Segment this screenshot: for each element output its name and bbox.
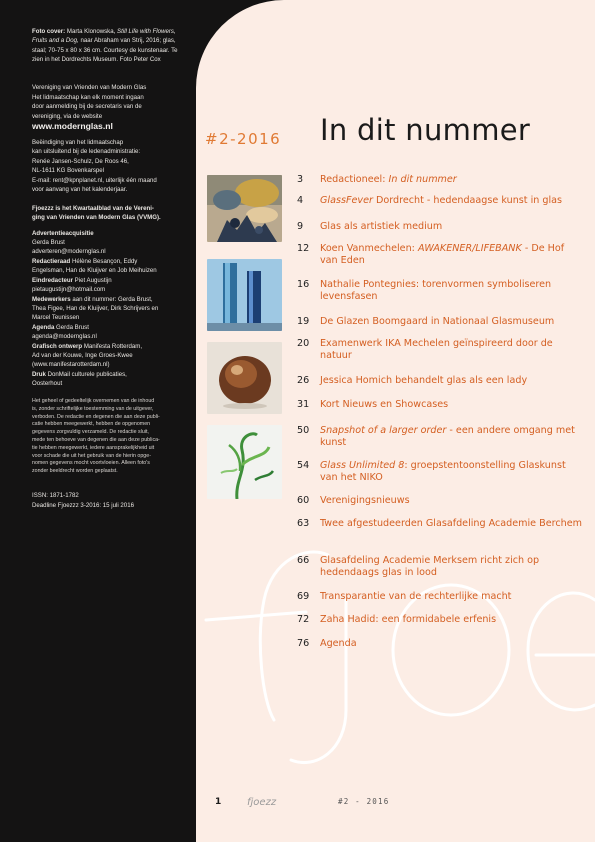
toc-title: [320, 638, 582, 650]
toc-title-italic: Snapshot of a larger order: [320, 425, 447, 436]
toc-page-number: 9: [297, 221, 304, 232]
design-credit: [32, 342, 186, 351]
toc-page-number: 50: [297, 425, 310, 436]
toc-title-text: Dordrecht - hedendaagse kunst in glas: [372, 195, 563, 206]
toc-title-text: Kort Nieuws en Showcases: [320, 399, 449, 410]
toc-entry[interactable]: [297, 555, 587, 579]
membership-line: door aanmelding bij de secretaris van de: [32, 103, 142, 111]
cancel-line: Renée Jansen-Schulz, De Roos 46,: [32, 157, 129, 165]
toc-entry[interactable]: [297, 243, 587, 267]
toc-entry[interactable]: [297, 195, 587, 207]
toc-title: [320, 614, 582, 626]
agenda-credit: [32, 323, 186, 332]
toc-entry[interactable]: [297, 460, 587, 484]
issn: ISSN: 1871-1782: [32, 492, 79, 500]
membership-line: Vereniging van Vrienden van Modern Glas: [32, 84, 147, 92]
toc-page-number: 19: [297, 316, 310, 327]
agenda-email[interactable]: agenda@modernglas.nl: [32, 333, 97, 341]
legal-line: is, zonder schriftelijke toestemming van de uitgever,: [32, 405, 154, 412]
footer-issue: #2 - 2016: [338, 797, 390, 806]
cancel-line: Beëindiging van het lidmaatschap: [32, 139, 124, 147]
toc-page-number: 63: [297, 518, 310, 529]
toc-title-italic: In dit nummer: [388, 174, 457, 185]
toc-title-italic: AWAKENER/LIFEBANK: [417, 243, 522, 254]
page-number: 1: [215, 797, 222, 807]
cover-label: Foto cover:: [32, 28, 66, 35]
editorial-board-label: Redactieraad: [32, 257, 71, 265]
legal-line: tie hebben meegewerkt, iedere aansprakelijkheid uit: [32, 444, 155, 451]
toc-title: [320, 338, 582, 362]
design-url[interactable]: (www.manifestarotterdam.nl): [32, 361, 110, 369]
toc-title-italic: GlassFever: [320, 195, 373, 206]
legal-line: zonder beeldrecht worden geplaatst.: [32, 468, 118, 475]
toc-page-number: 76: [297, 638, 310, 649]
page-title: In dit nummer: [320, 113, 531, 147]
toc-title: [320, 399, 582, 411]
legal-line: mede ten behoeve van degenen die aan deze publica-: [32, 436, 160, 443]
membership-line: vereniging, via de website: [32, 112, 103, 120]
toc-page-number: 26: [297, 375, 310, 386]
cancel-line: voor aanvang van het kalenderjaar.: [32, 186, 128, 194]
toc-page-number: 20: [297, 338, 310, 349]
toc-entry[interactable]: [297, 518, 587, 530]
deadline: Deadline Fjoezzz 3-2016: 15 juli 2016: [32, 501, 134, 509]
toc-title-text: - De Hof van Eden: [320, 243, 565, 266]
editorial-board-names: Hélène Besançon, Eddy: [70, 257, 138, 265]
colophon: [0, 0, 196, 842]
cover-text: Marta Klonowska,: [65, 28, 118, 35]
toc-page-number: 31: [297, 399, 310, 410]
print-name: DonMail culturele publicaties,: [45, 370, 127, 378]
toc-title: [320, 174, 582, 186]
toc-title: [320, 195, 582, 207]
cover-text-2: naar Abraham van Strij, 2016; glas, staal; 70-75 x 80 x 36 cm. Courtesy de kunstenaar. Te zien in het Dordrechts Museum. Foto Peter Cox: [32, 37, 178, 64]
thumbnail-glassfever: [207, 175, 282, 242]
legal-line: catie hebben meegewerkt, hebben de opgenomen: [32, 421, 151, 428]
adv-label: Advertentieacquisitie: [32, 229, 94, 237]
toc-title: [320, 591, 582, 603]
editorial-board-names: Engelsman, Han de Kluijver en Job Meihuizen: [32, 267, 157, 275]
toc-page-number: 3: [297, 174, 304, 185]
glass-sculpture-image: [207, 175, 282, 242]
toc-entry[interactable]: [297, 338, 587, 362]
toc-title: [320, 425, 582, 449]
toc-page-number: 12: [297, 243, 310, 254]
thumbnail-ika: [207, 342, 282, 414]
editorial-board: [32, 257, 186, 266]
toc-page-number: 66: [297, 555, 310, 566]
final-editor-name: Piet Augustijn: [72, 276, 112, 284]
toc-title-italic: Glass Unlimited 8: [320, 460, 405, 471]
toc-title: [320, 555, 582, 579]
contributors-names: Marcel Teunissen: [32, 314, 80, 322]
agenda-label: Agenda: [32, 323, 55, 331]
magazine-line: ging van Vrienden van Modern Glas (VVMG).: [32, 214, 161, 222]
toc-title-text: De Glazen Boomgaard in Nationaal Glasmuseum: [320, 316, 555, 327]
toc-page-number: 4: [297, 195, 304, 206]
design-names: Manifesta Rotterdam,: [82, 342, 143, 350]
membership-line: Het lidmaatschap kan elk moment ingaan: [32, 93, 144, 101]
agenda-name: Gerda Brust: [54, 323, 89, 331]
glass-towers-image: [207, 259, 282, 331]
toc-page-number: 72: [297, 614, 310, 625]
toc-entry[interactable]: [297, 425, 587, 449]
toc-entry[interactable]: [297, 591, 587, 603]
legal-line: verboden. De redactie en degenen die aan deze publi-: [32, 413, 160, 420]
logo-text: fjoezz: [247, 797, 277, 808]
toc-title-text: Zaha Hadid: een formidabele erfenis: [320, 614, 497, 625]
toc-page-number: 54: [297, 460, 310, 471]
glass-bowl-image: [207, 342, 282, 414]
magazine-line: Fjoezzz is het Kwartaalblad van de Vereni-: [32, 204, 154, 212]
toc-title: [320, 460, 582, 484]
toc-entry[interactable]: [297, 375, 587, 387]
toc-title: [320, 243, 582, 267]
legal-line: nomen gegevens mocht voortvloeien. Alleen foto's: [32, 460, 150, 467]
toc-title-text: : groepstentoonstelling Glaskunst van het NIKO: [320, 460, 566, 483]
legal-line: Het geheel of gedeeltelijk overnemen van de inhoud: [32, 397, 155, 404]
toc-title-text: Koen Vanmechelen:: [320, 243, 418, 254]
toc-title: [320, 221, 582, 233]
toc-title: [320, 375, 582, 387]
print-name: Oosterhout: [32, 380, 63, 388]
toc-entry[interactable]: [297, 614, 587, 626]
toc-entry[interactable]: [297, 221, 587, 233]
toc-title-text: Verenigingsnieuws: [320, 495, 410, 506]
toc-title-text: Glas als artistiek medium: [320, 221, 443, 232]
toc-entry[interactable]: [297, 279, 587, 303]
toc-title-text: Transparantie van de rechterlijke macht: [320, 591, 512, 602]
toc-title: [320, 518, 582, 530]
toc-entry[interactable]: [297, 399, 587, 411]
toc-title-text: - een andere omgang met kunst: [320, 425, 575, 448]
issue-tag: #2-2016: [205, 130, 282, 148]
design-label: Grafisch ontwerp: [32, 342, 83, 350]
adv-email[interactable]: adverteren@modernglas.nl: [32, 248, 106, 256]
legal-line: voor schade die uit het gebruik van de hierin opge-: [32, 452, 151, 459]
cancel-line: kan uitsluitend bij de ledenadministratie:: [32, 148, 141, 156]
website-link[interactable]: www.modernglas.nl: [32, 121, 113, 132]
toc-title: [320, 316, 582, 328]
toc-page-number: 16: [297, 279, 310, 290]
final-editor: [32, 276, 186, 285]
toc-title-text: Agenda: [320, 638, 357, 649]
print-label: Druk: [32, 370, 46, 378]
final-editor-email[interactable]: pietaugustijn@hotmail.com: [32, 286, 106, 294]
adv-name: Gerda Brust: [32, 239, 65, 247]
toc-entry[interactable]: [297, 495, 587, 507]
contributors-names: aan dit nummer: Gerda Brust,: [70, 295, 153, 303]
green-glass-image: [207, 425, 282, 499]
toc-title-text: Nathalie Pontegnies: torenvormen symboliseren levensfasen: [320, 279, 552, 302]
cover-credit: [32, 27, 186, 65]
cancel-line: NL-1611 KG Bovenkarspel: [32, 167, 105, 175]
toc-title-text: Jessica Homich behandelt glas als een lady: [320, 375, 528, 386]
toc-entry[interactable]: [297, 174, 587, 186]
toc-title-text: Twee afgestudeerden Glasafdeling Academie Berchem: [320, 518, 582, 529]
final-editor-label: Eindredacteur: [32, 276, 73, 284]
print-credit: [32, 370, 186, 379]
thumbnail-towers: [207, 259, 282, 331]
legal-notice: [32, 398, 186, 476]
contributors-label: Medewerkers: [32, 295, 71, 303]
toc-title: [320, 495, 582, 507]
toc-entry[interactable]: [297, 638, 587, 650]
contributors: [32, 295, 186, 304]
toc-entry[interactable]: [297, 316, 587, 328]
toc-title-text: Examenwerk IKA Mechelen geïnspireerd door de natuur: [320, 338, 553, 361]
cover-title: Still Life with Flowers, Fruits and a Dog,: [32, 28, 176, 45]
toc-page-number: 60: [297, 495, 310, 506]
thumbnail-homich: [207, 425, 282, 499]
fjoezz-logo: [246, 793, 292, 809]
toc-title-text: Redactioneel:: [320, 174, 389, 185]
legal-line: gegevens zorgvuldig verzameld. De redactie sluit,: [32, 429, 149, 436]
toc-title: [320, 279, 582, 303]
contributors-names: Thea Figee, Han de Kluijver, Dirk Schrijvers en: [32, 304, 159, 312]
toc-title-text: Glasafdeling Academie Merksem richt zich op hedendaags glas in lood: [320, 555, 540, 578]
design-names: Ad van der Kouwe, Inge Groes-Kwee: [32, 351, 133, 359]
cancel-line: E-mail: rent@kpnplanet.nl, uiterlijk één maand: [32, 176, 157, 184]
toc-page-number: 69: [297, 591, 310, 602]
